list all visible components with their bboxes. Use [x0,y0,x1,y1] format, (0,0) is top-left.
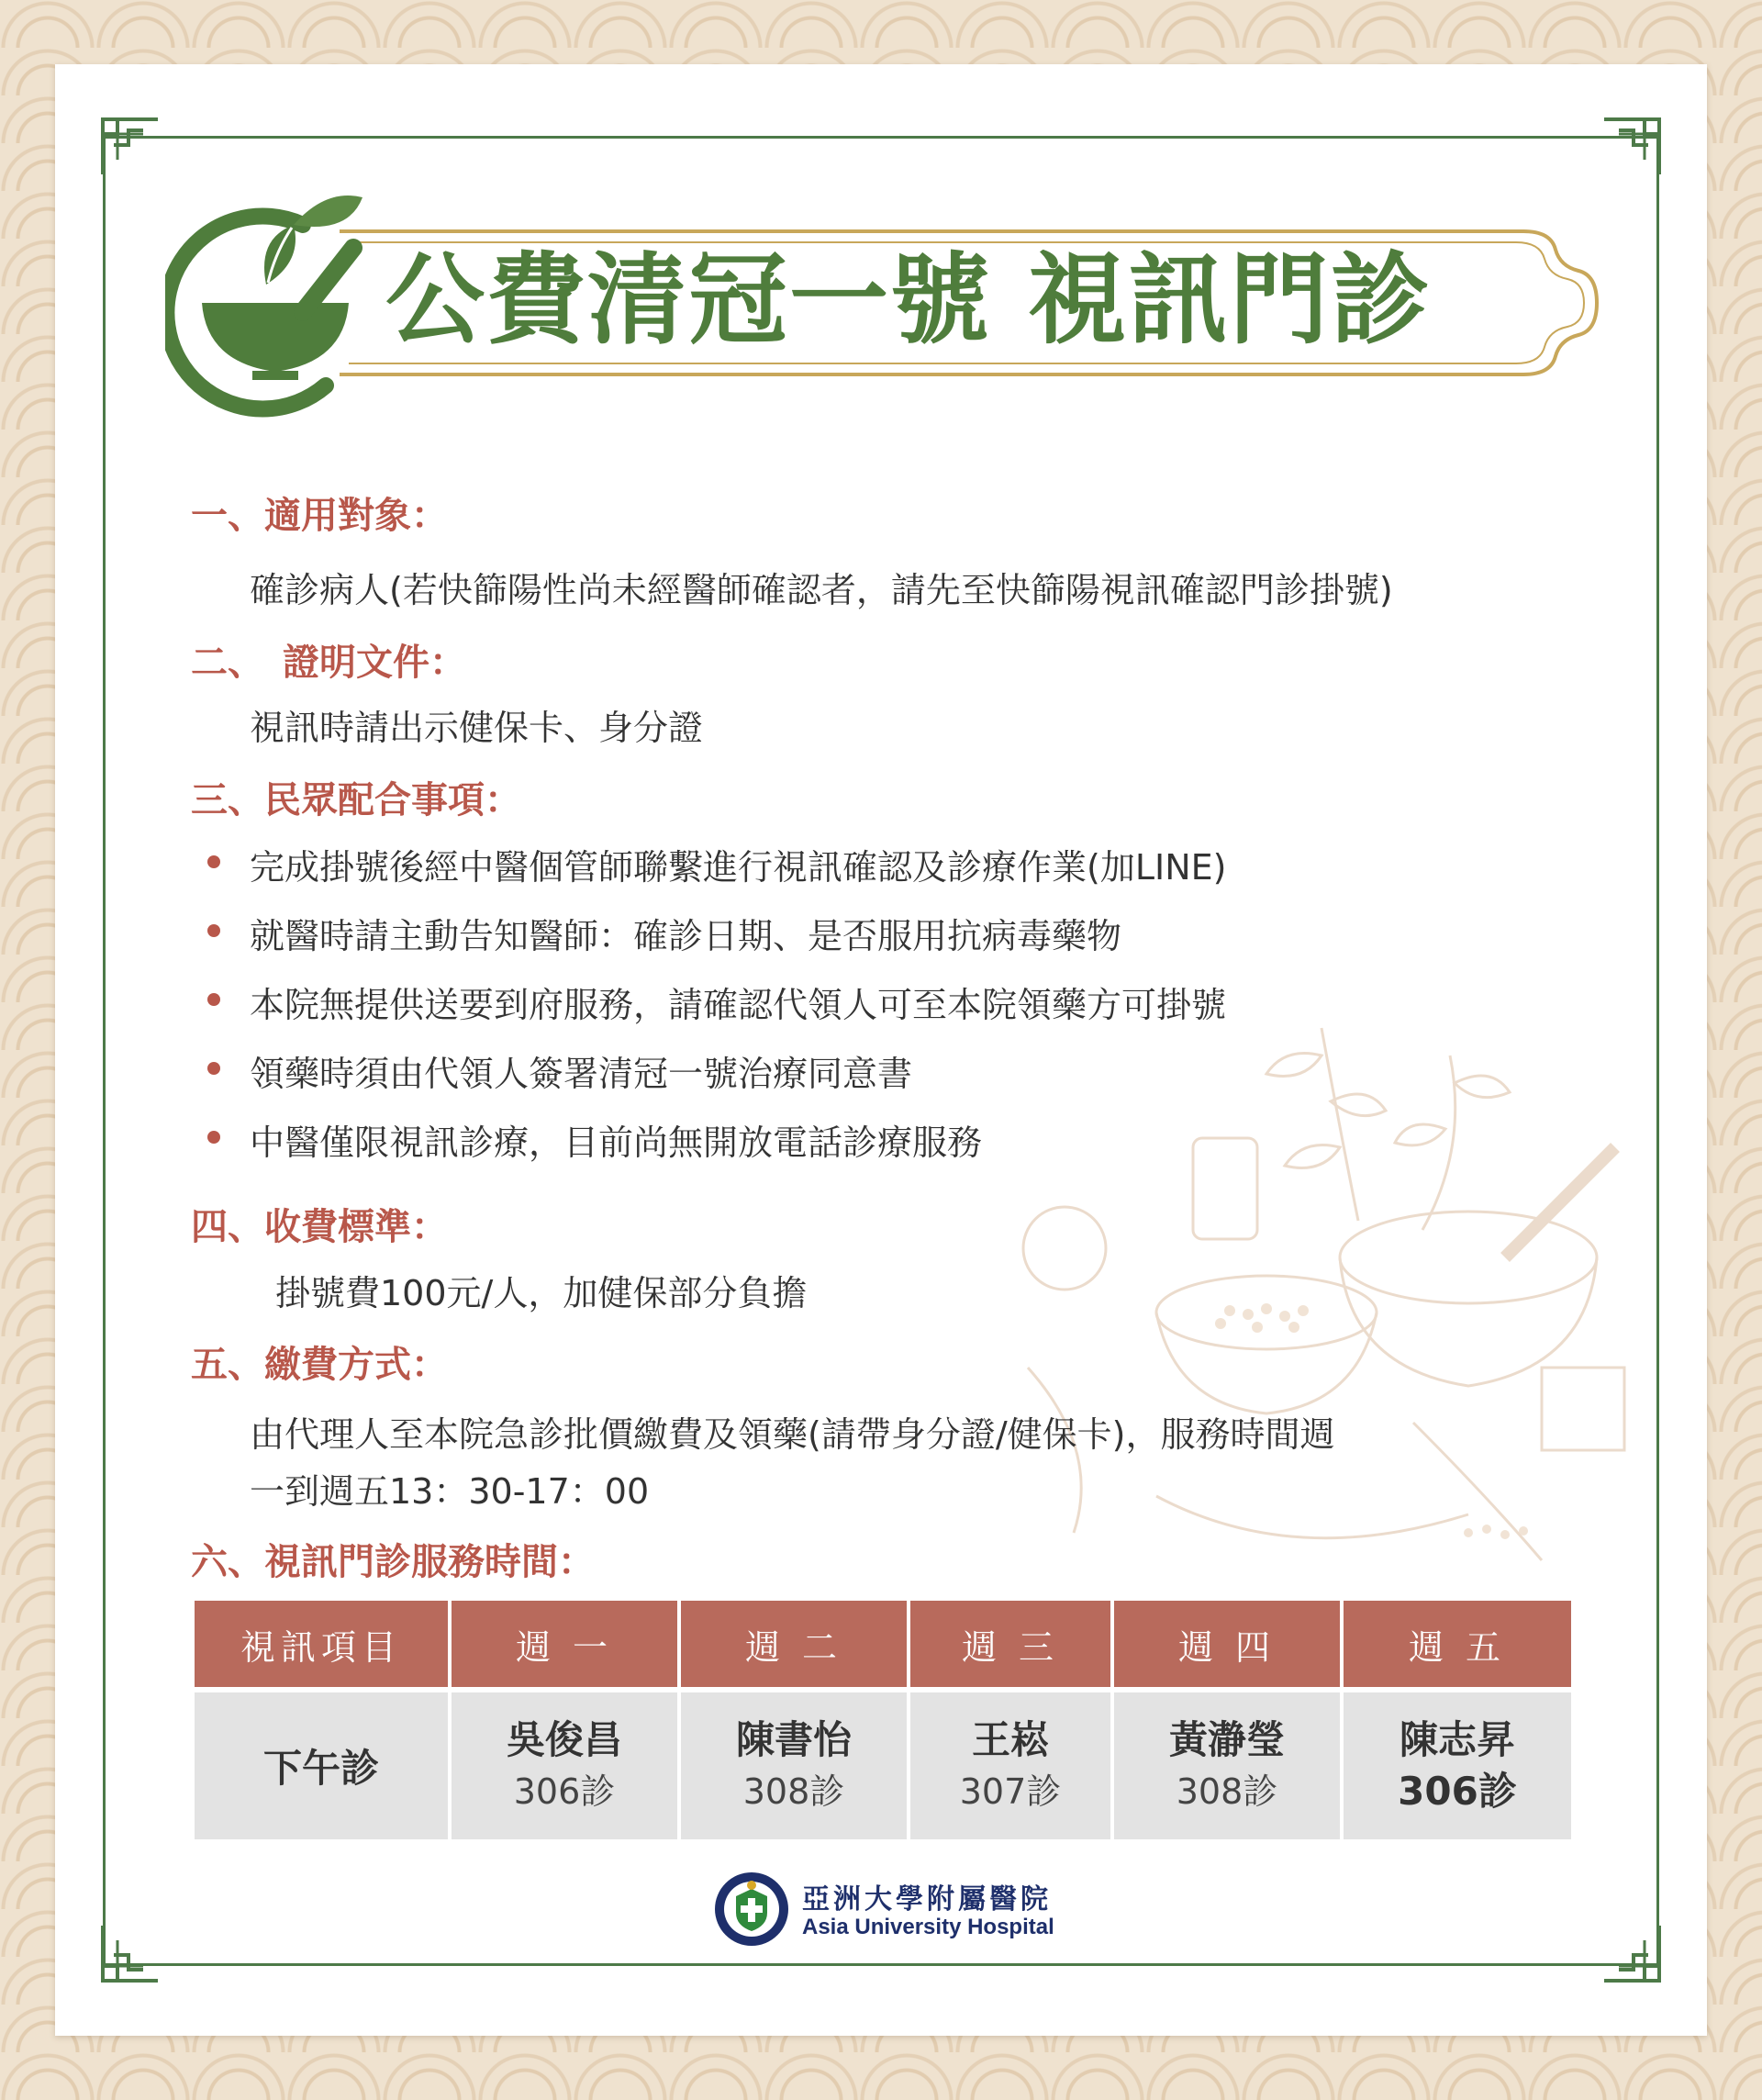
doctor-name: 陳書怡 [735,1717,852,1762]
section-4-heading: 四、收費標準： [191,1205,448,1248]
hospital-emblem-icon [710,1863,793,1955]
bullet-dot [207,924,220,937]
column-header: 週 一 [452,1601,677,1692]
doctor-cell [452,1692,677,1839]
doctor-cell [1114,1692,1340,1839]
section-5-line-2: 一到週五13：30-17：00 [250,1471,650,1512]
corner-ornament-bottom-left [99,1920,163,1984]
clinic-schedule-table [191,1601,1575,1839]
doctor-cell [681,1692,907,1839]
section-3-heading: 三、民眾配合事項： [191,778,521,821]
hospital-logo [710,1863,1059,1955]
hospital-name-zh: 亞洲大學附屬醫院 [802,1883,1052,1916]
bullet-dot [207,1062,220,1075]
clinic-room: 308診 [742,1771,845,1812]
bullet-dot [207,855,220,868]
corner-ornament-top-left [99,116,163,180]
section-1-text: 確診病人(若快篩陽性尚未經醫師確認者，請先至快篩陽視訊確認門診掛號) [250,570,1393,610]
section-2-heading: 二、 證明文件： [191,641,466,684]
column-header: 週 五 [1344,1601,1571,1692]
title-banner [165,184,1615,422]
corner-ornament-top-right [1599,116,1663,180]
column-header: 週 三 [910,1601,1110,1692]
table-row [195,1692,1571,1839]
notice-item-1: 完成掛號後經中醫個管師聯繫進行視訊確認及診療作業(加LINE) [250,847,1227,888]
section-2-text: 視訊時請出示健保卡、身分證 [250,708,704,748]
bullet-dot [207,1131,220,1144]
session-label: 下午診 [262,1746,379,1791]
clinic-room: 306診 [513,1771,616,1812]
clinic-room: 307診 [959,1771,1062,1812]
section-5-heading: 五、繳費方式： [191,1343,448,1386]
notice-item-3: 本院無提供送要到府服務，請確認代領人可至本院領藥方可掛號 [250,985,1227,1025]
clinic-room: 306診 [1398,1769,1517,1814]
clinic-room: 308診 [1176,1771,1278,1812]
notice-item-5: 中醫僅限視訊診療，目前尚無開放電話診療服務 [250,1123,983,1163]
notice-item-4: 領藥時須由代領人簽署清冠一號治療同意書 [250,1054,913,1094]
table-header-row [195,1601,1571,1692]
section-6-heading: 六、視訊門診服務時間： [191,1540,595,1583]
section-1-heading: 一、適用對象： [191,494,448,537]
hospital-name-en: Asia University Hospital [802,1915,1054,1939]
doctor-name: 黃瀞瑩 [1168,1717,1285,1762]
doctor-cell [910,1692,1110,1839]
doctor-name: 陳志昇 [1399,1717,1515,1762]
notice-item-2: 就醫時請主動告知醫師：確診日期、是否服用抗病毒藥物 [250,916,1122,956]
herb-illustration [991,1019,1652,1588]
column-header: 視訊項目 [195,1601,448,1692]
column-header: 週 二 [681,1601,907,1692]
doctor-name: 吳俊昌 [506,1717,622,1762]
bullet-dot [207,993,220,1006]
session-cell [195,1692,448,1839]
section-4-text: 掛號費100元/人，加健保部分負擔 [275,1273,808,1313]
page-title: 公費清冠一號 視訊門診 [385,242,1432,358]
corner-ornament-bottom-right [1599,1920,1663,1984]
doctor-name: 王崧 [971,1717,1049,1762]
doctor-cell [1344,1692,1571,1839]
section-5-line-1: 由代理人至本院急診批價繳費及領藥(請帶身分證/健保卡)，服務時間週 [250,1414,1335,1455]
column-header: 週 四 [1114,1601,1340,1692]
